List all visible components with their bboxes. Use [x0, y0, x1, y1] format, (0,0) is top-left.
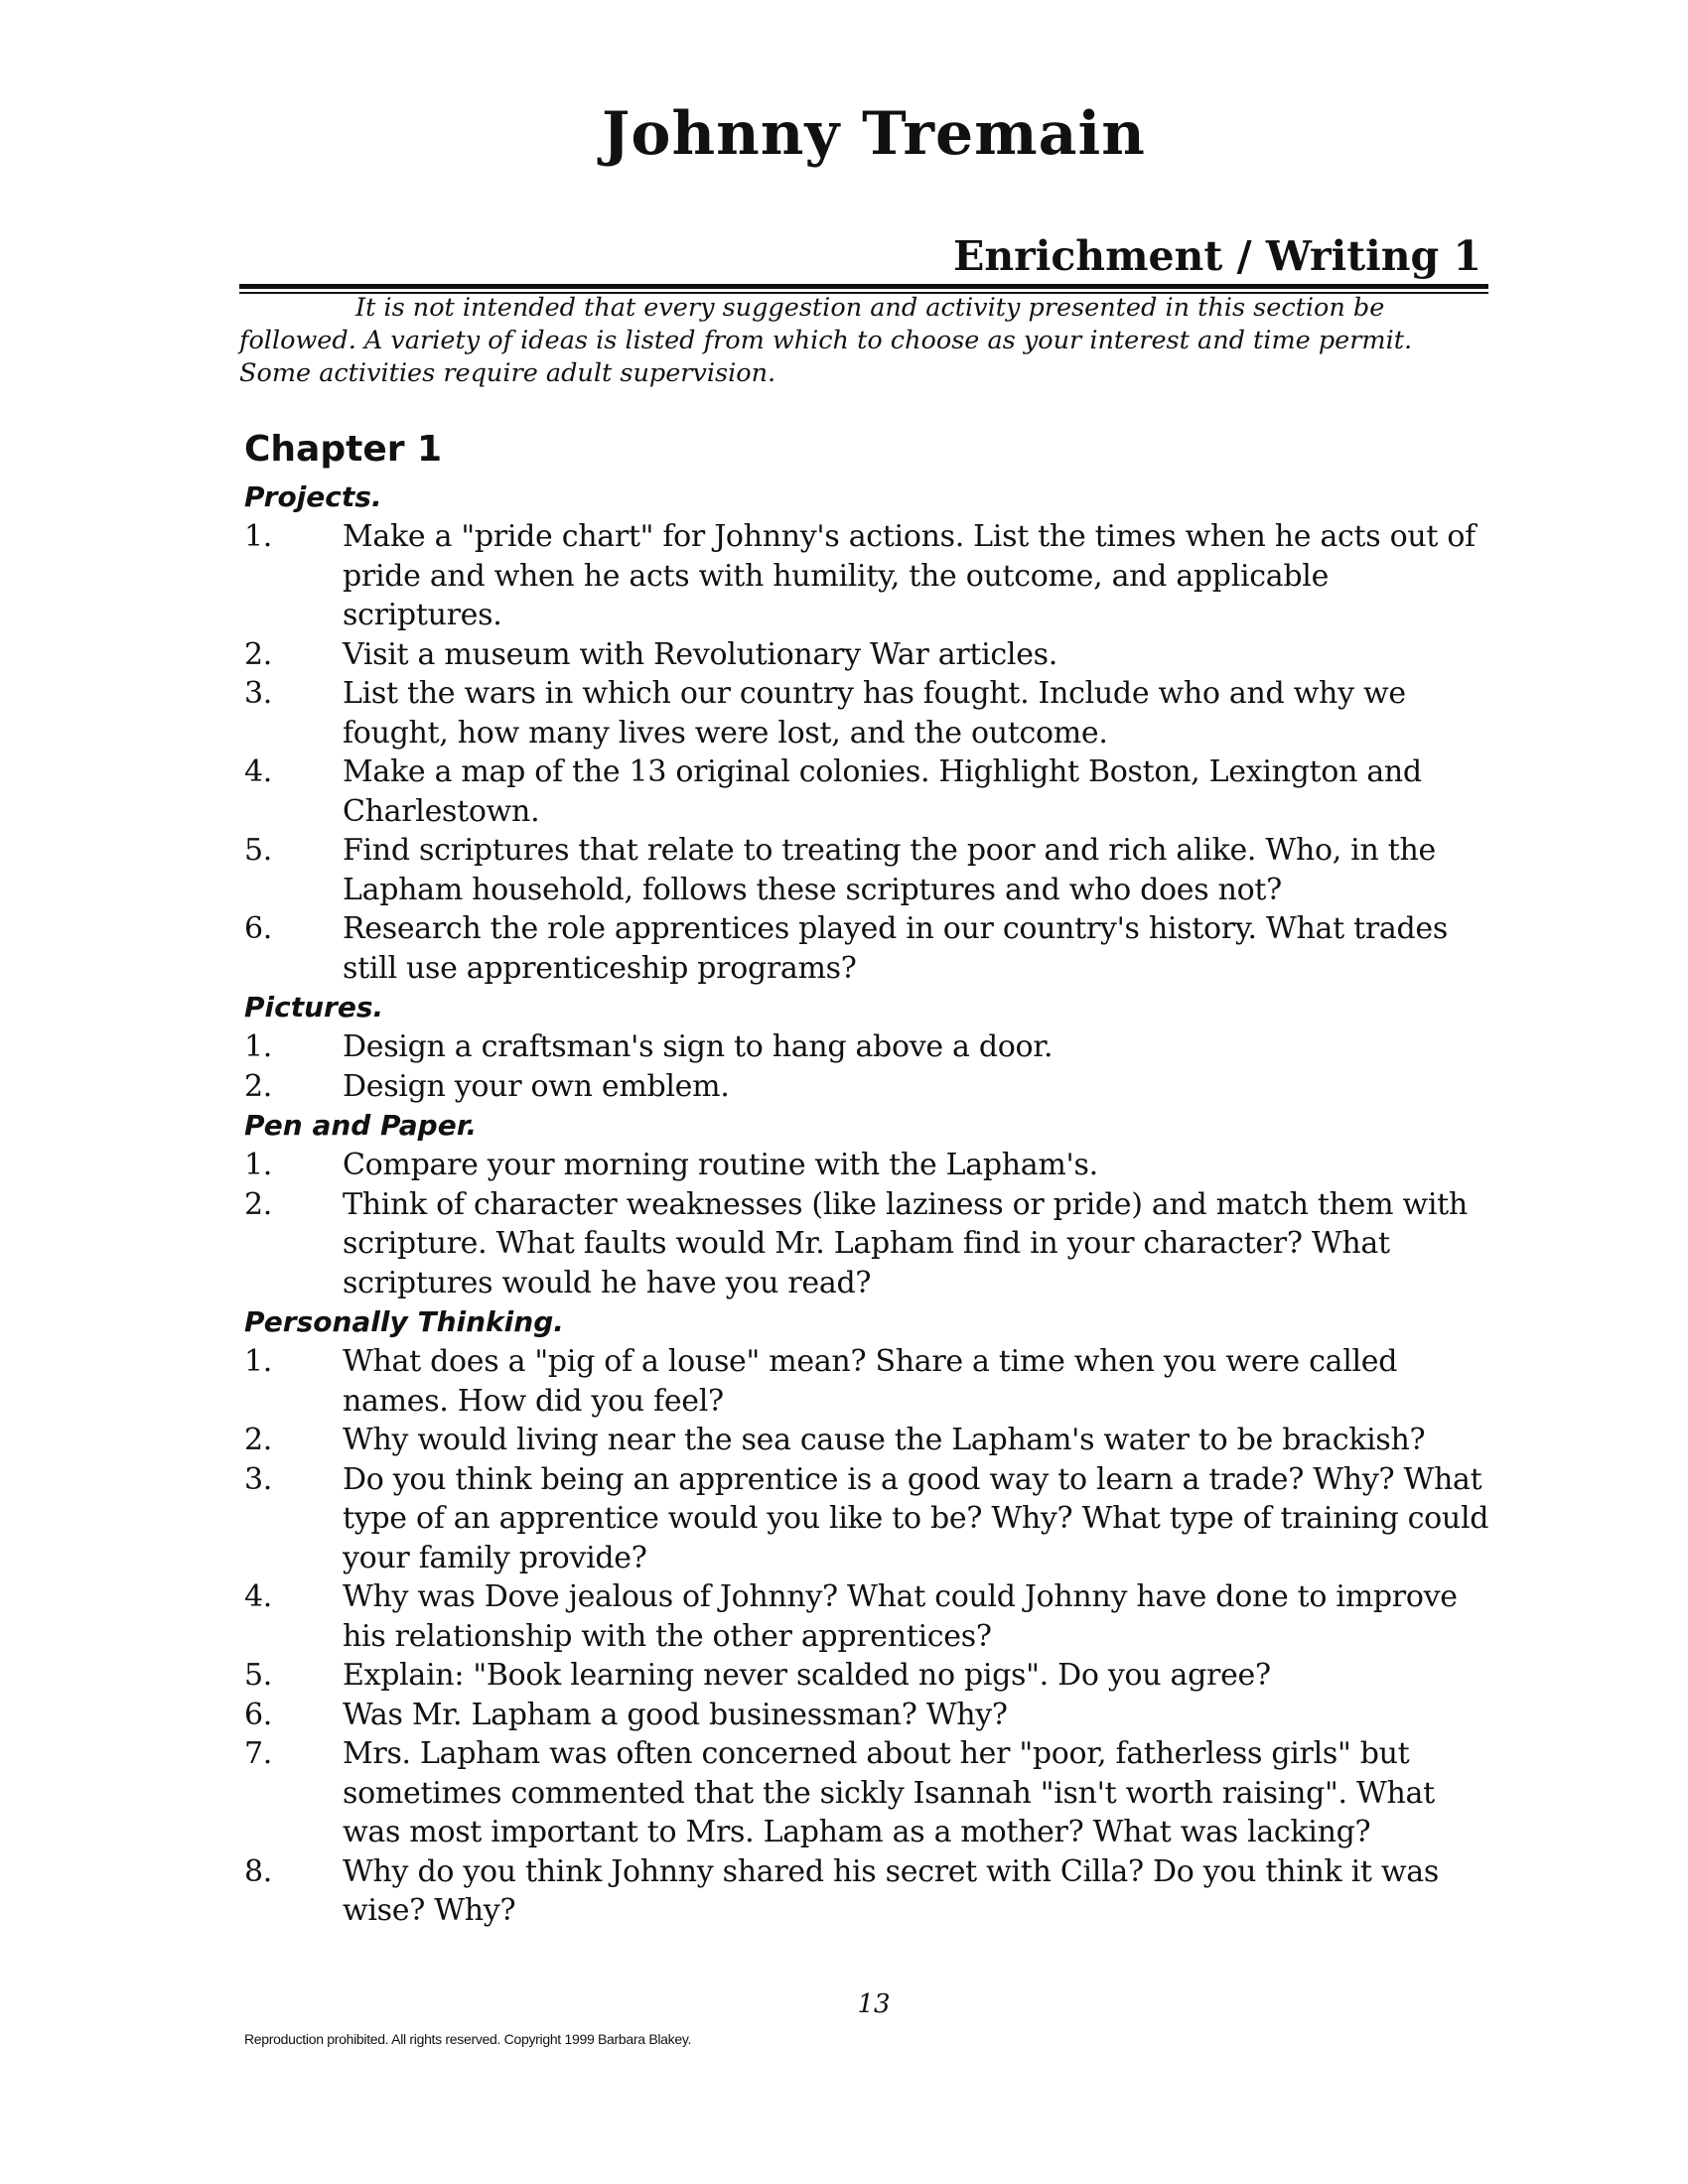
- item-number: 1.: [244, 1344, 273, 1379]
- list-item: [244, 517, 1495, 635]
- item-text: Compare your morning routine with the Lapham's.: [343, 1148, 1098, 1182]
- item-text: Research the role apprentices played in our country's history. What trades still use apprenticeship programs?: [343, 911, 1448, 986]
- personally-thinking-list: [244, 1342, 1495, 1931]
- pictures-list: [244, 1027, 1495, 1106]
- list-item: [244, 909, 1495, 988]
- item-text: List the wars in which our country has fought. Include who and why we fought, how many lives were lost, and the outcome.: [343, 676, 1406, 751]
- item-number: 2.: [244, 636, 273, 672]
- item-number: 3.: [244, 1461, 273, 1497]
- item-text: Find scriptures that relate to treating the poor and rich alike. Who, in the Lapham household, follows these scriptures and who does not?: [343, 833, 1436, 907]
- list-item: [244, 1067, 1495, 1107]
- item-text: Make a "pride chart" for Johnny's actions. List the times when he acts out of pride and when he acts with humility, the outcome, and applicable scriptures.: [343, 519, 1476, 632]
- item-text: Why do you think Johnny shared his secret with Cilla? Do you think it was wise? Why?: [343, 1853, 1439, 1928]
- item-number: 3.: [244, 676, 273, 711]
- item-text: Design a craftsman's sign to hang above a door.: [343, 1029, 1054, 1064]
- chapter-content: [244, 422, 1495, 1931]
- page-number: 13: [857, 1989, 891, 2019]
- item-text: Think of character weaknesses (like laziness or pride) and match them with scripture. What faults would Mr. Lapham find in your character? What scriptures would he have you read?: [343, 1186, 1468, 1300]
- intro-paragraph: It is not intended that every suggestion and activity presented in this section be followed. A variety of ideas is listed from which to choose as your interest and time permit. Some activities require adult supervision.: [239, 293, 1413, 388]
- list-item: [244, 1577, 1495, 1656]
- item-number: 2.: [244, 1423, 273, 1457]
- item-number: 5.: [244, 833, 273, 868]
- item-number: 6.: [244, 1697, 273, 1732]
- list-item: [244, 752, 1495, 831]
- item-number: 1.: [244, 519, 273, 554]
- item-number: 8.: [244, 1853, 273, 1889]
- list-item: [244, 1027, 1495, 1067]
- pen-and-paper-list: [244, 1146, 1495, 1302]
- item-number: 1.: [244, 1029, 273, 1064]
- item-number: 7.: [244, 1736, 273, 1771]
- item-text: Was Mr. Lapham a good businessman? Why?: [343, 1697, 1008, 1732]
- item-text: Make a map of the 13 original colonies. Highlight Boston, Lexington and Charlestown.: [343, 754, 1422, 829]
- item-number: 5.: [244, 1658, 273, 1693]
- list-item: [244, 635, 1495, 675]
- item-text: Visit a museum with Revolutionary War articles.: [343, 636, 1058, 672]
- list-item: [244, 831, 1495, 909]
- list-item: [244, 1852, 1495, 1931]
- list-item: [244, 1342, 1495, 1421]
- list-item: [244, 1656, 1495, 1696]
- document-title: Johnny Tremain: [602, 99, 1146, 169]
- item-number: 4.: [244, 1579, 273, 1614]
- personally-thinking-heading: Personally Thinking.: [244, 1305, 564, 1338]
- list-item: [244, 1146, 1495, 1185]
- item-number: 4.: [244, 754, 273, 789]
- list-item: [244, 674, 1495, 752]
- projects-list: [244, 517, 1495, 988]
- item-text: Why was Dove jealous of Johnny? What could Johnny have done to improve his relationship with the other apprentices?: [343, 1579, 1458, 1654]
- item-text: Why would living near the sea cause the Lapham's water to be brackish?: [343, 1423, 1426, 1457]
- item-number: 2.: [244, 1186, 273, 1222]
- item-number: 1.: [244, 1148, 273, 1182]
- chapter-heading: Chapter 1: [244, 429, 443, 470]
- list-item: [244, 1185, 1495, 1303]
- list-item: [244, 1734, 1495, 1852]
- item-text: Explain: "Book learning never scalded no pigs". Do you agree?: [343, 1658, 1271, 1693]
- item-number: 2.: [244, 1068, 273, 1104]
- pictures-heading: Pictures.: [244, 991, 384, 1024]
- item-text: Do you think being an apprentice is a good way to learn a trade? Why? What type of an apprentice would you like to be? Why? What type of training could your family provide?: [343, 1461, 1489, 1575]
- list-item: [244, 1696, 1495, 1735]
- pen-and-paper-heading: Pen and Paper.: [244, 1109, 478, 1142]
- section-title: Enrichment / Writing 1: [953, 232, 1481, 280]
- item-text: What does a "pig of a louse" mean? Share a time when you were called names. How did you feel?: [343, 1344, 1398, 1419]
- copyright-notice: Reproduction prohibited. All rights reserved. Copyright 1999 Barbara Blakey.: [244, 2031, 692, 2047]
- title-rule-thick: [239, 284, 1488, 289]
- item-number: 6.: [244, 911, 273, 946]
- list-item: [244, 1421, 1495, 1460]
- projects-heading: Projects.: [244, 480, 382, 513]
- list-item: [244, 1460, 1495, 1578]
- item-text: Design your own emblem.: [343, 1068, 730, 1104]
- item-text: Mrs. Lapham was often concerned about her "poor, fatherless girls" but sometimes commented that the sickly Isannah "isn't worth raising". What was most important to Mrs. Lapham as a mother? What was lacking?: [343, 1736, 1435, 1849]
